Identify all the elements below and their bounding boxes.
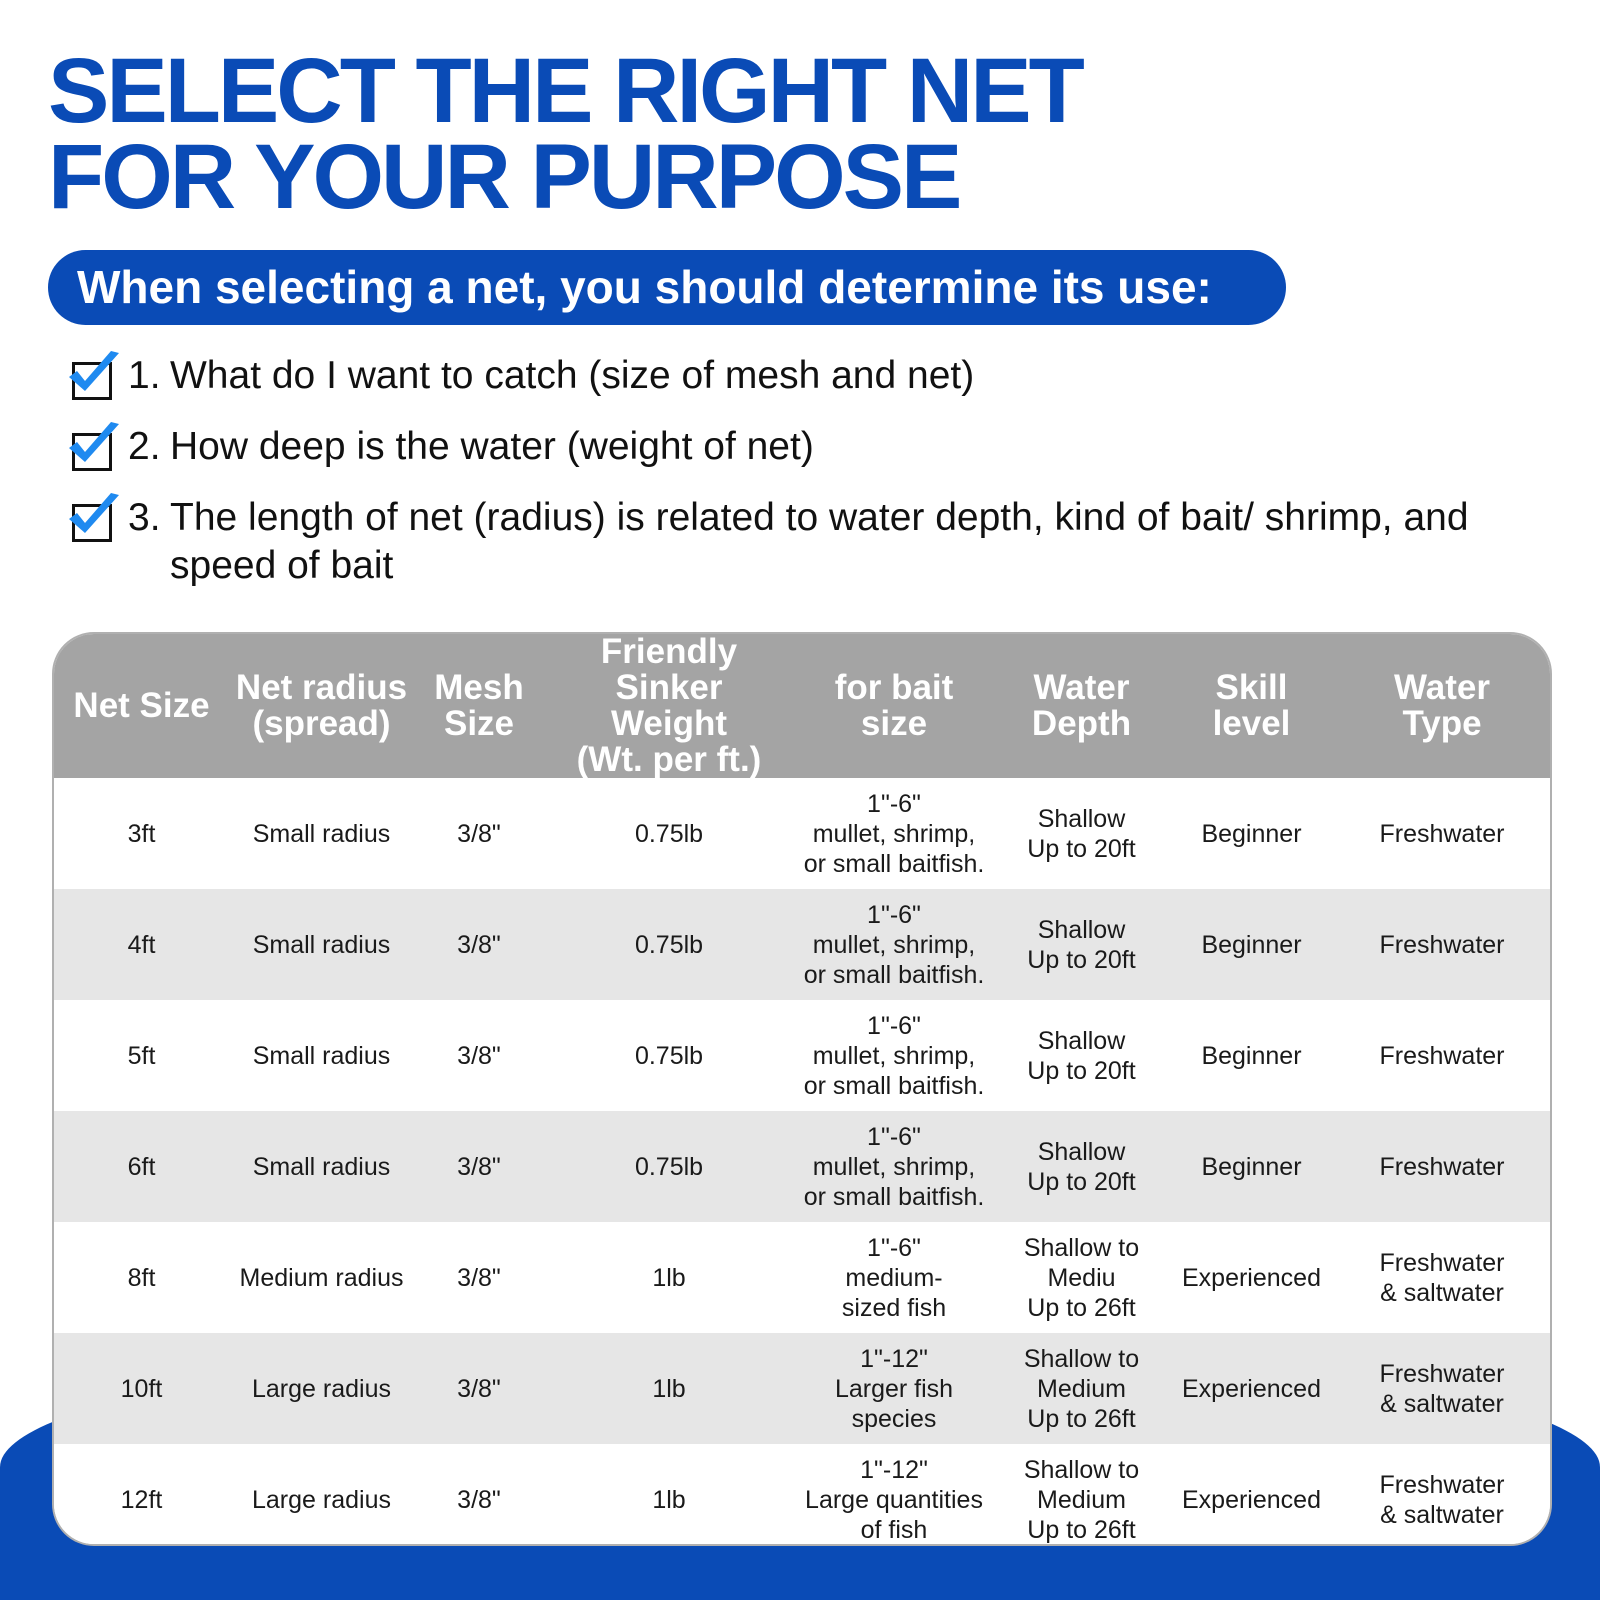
water-type-cell: Freshwater <box>1379 930 1505 959</box>
water-depth-cell: Shallow to Mediu Up to 26ft <box>1023 1233 1140 1322</box>
checklist-item <box>66 423 1566 471</box>
column-header: Mesh Size <box>434 668 524 743</box>
skill-level-cell: Beginner <box>1201 1152 1302 1181</box>
checklist-number: 2. <box>128 425 161 468</box>
water-depth-cell: Shallow Up to 20ft <box>1027 915 1136 974</box>
skill-level-cell: Beginner <box>1201 930 1302 959</box>
checkbox-check-icon <box>72 362 112 400</box>
water-depth-cell: Shallow to Medium Up to 26ft <box>1023 1344 1140 1433</box>
net-radius-cell: Large radius <box>252 1485 391 1514</box>
checklist <box>66 352 1566 613</box>
checklist-number: 1. <box>128 354 161 397</box>
water-depth-cell: Shallow to Medium Up to 26ft <box>1023 1455 1140 1544</box>
water-type-cell: Freshwater <box>1379 819 1505 848</box>
page-title <box>48 40 1082 228</box>
table-row <box>54 1000 1550 1111</box>
skill-level-cell: Experienced <box>1182 1263 1321 1292</box>
column-header: for bait size <box>834 668 954 743</box>
net-size-cell: 3ft <box>127 819 156 848</box>
skill-level-cell: Beginner <box>1201 1041 1302 1070</box>
net-radius-cell: Small radius <box>252 819 391 848</box>
checkbox-check-icon <box>72 433 112 471</box>
table-row <box>54 1222 1550 1333</box>
title-line-2: FOR YOUR PURPOSE <box>48 126 960 228</box>
bait-size-cell: 1"-6" mullet, shrimp, or small baitfish. <box>803 1122 985 1211</box>
water-depth-cell: Shallow Up to 20ft <box>1027 804 1136 863</box>
column-header: Skill level <box>1212 668 1291 743</box>
checklist-text: The length of net (radius) is related to water depth, kind of bait/ shrimp, and speed of bait <box>170 496 1469 587</box>
water-type-cell: Freshwater & saltwater <box>1379 1359 1505 1418</box>
net-radius-cell: Large radius <box>252 1374 391 1403</box>
water-type-cell: Freshwater <box>1379 1041 1505 1070</box>
mesh-size-cell: 3/8" <box>457 1152 501 1181</box>
net-radius-cell: Small radius <box>252 930 391 959</box>
skill-level-cell: Experienced <box>1182 1485 1321 1514</box>
checklist-text: How deep is the water (weight of net) <box>170 425 814 468</box>
column-header: Net radius (spread) <box>235 668 408 743</box>
net-size-cell: 4ft <box>127 930 156 959</box>
net-radius-cell: Small radius <box>252 1041 391 1070</box>
mesh-size-cell: 3/8" <box>457 930 501 959</box>
checklist-item <box>66 352 1566 400</box>
net-radius-cell: Medium radius <box>239 1263 404 1292</box>
checklist-number: 3. <box>128 496 161 539</box>
water-depth-cell: Shallow Up to 20ft <box>1027 1137 1136 1196</box>
net-selection-table <box>52 632 1552 1546</box>
net-size-cell: 10ft <box>120 1374 163 1403</box>
net-size-cell: 6ft <box>127 1152 156 1181</box>
table-row <box>54 1444 1550 1546</box>
bait-size-cell: 1"-6" mullet, shrimp, or small baitfish. <box>803 1011 985 1100</box>
water-type-cell: Freshwater <box>1379 1152 1505 1181</box>
sinker-weight-cell: 1lb <box>652 1263 686 1292</box>
sinker-weight-cell: 0.75lb <box>634 1041 704 1070</box>
bait-size-cell: 1"-6" mullet, shrimp, or small baitfish. <box>803 900 985 989</box>
net-radius-cell: Small radius <box>252 1152 391 1181</box>
sinker-weight-cell: 0.75lb <box>634 1152 704 1181</box>
skill-level-cell: Experienced <box>1182 1374 1321 1403</box>
mesh-size-cell: 3/8" <box>457 1374 501 1403</box>
table-row <box>54 1333 1550 1444</box>
bait-size-cell: 1"-12" Large quantities of fish <box>805 1455 983 1544</box>
table-row <box>54 778 1550 889</box>
sinker-weight-cell: 0.75lb <box>634 819 704 848</box>
water-type-cell: Freshwater & saltwater <box>1379 1248 1505 1307</box>
mesh-size-cell: 3/8" <box>457 1041 501 1070</box>
checkbox-check-icon <box>72 504 112 542</box>
column-header: Water Type <box>1394 668 1490 743</box>
checklist-text: What do I want to catch (size of mesh and net) <box>170 354 975 397</box>
net-size-cell: 12ft <box>120 1485 163 1514</box>
bait-size-cell: 1"-6" mullet, shrimp, or small baitfish. <box>803 789 985 878</box>
mesh-size-cell: 3/8" <box>457 1263 501 1292</box>
mesh-size-cell: 3/8" <box>457 1485 501 1514</box>
bait-size-cell: 1"-6" medium- sized fish <box>841 1233 947 1322</box>
sinker-weight-cell: 0.75lb <box>634 930 704 959</box>
subtitle-banner: When selecting a net, you should determine its use: <box>48 250 1286 325</box>
column-header: Net Size <box>73 686 210 725</box>
net-size-cell: 8ft <box>127 1263 156 1292</box>
column-header: Friendly Sinker Weight (Wt. per ft.) <box>576 632 762 779</box>
column-header: Water Depth <box>1031 668 1132 743</box>
sinker-weight-cell: 1lb <box>652 1374 686 1403</box>
table-header-row <box>54 634 1550 778</box>
mesh-size-cell: 3/8" <box>457 819 501 848</box>
skill-level-cell: Beginner <box>1201 819 1302 848</box>
sinker-weight-cell: 1lb <box>652 1485 686 1514</box>
table-row <box>54 889 1550 1000</box>
table-row <box>54 1111 1550 1222</box>
title-line-1: SELECT THE RIGHT NET <box>48 40 1082 142</box>
checklist-item <box>66 494 1566 590</box>
water-depth-cell: Shallow Up to 20ft <box>1027 1026 1136 1085</box>
bait-size-cell: 1"-12" Larger fish species <box>834 1344 954 1433</box>
water-type-cell: Freshwater & saltwater <box>1379 1470 1505 1529</box>
net-size-cell: 5ft <box>127 1041 156 1070</box>
